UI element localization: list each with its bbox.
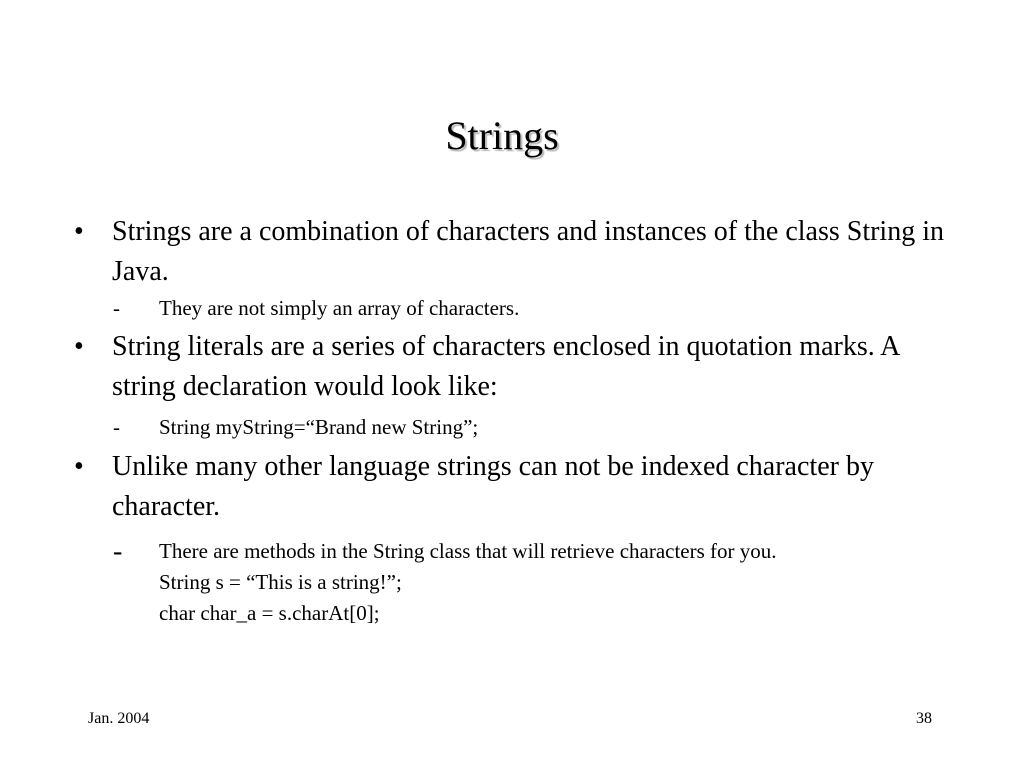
sub-bullet-item	[72, 415, 952, 440]
bullet-item	[72, 327, 952, 407]
slide-title: Strings	[445, 113, 559, 158]
sub-bullet-item	[72, 536, 952, 626]
bullet-text: String literals are a series of characters enclosed in quotation marks. A string declaration would look like:	[112, 331, 899, 402]
bullet-text: Unlike many other language strings can not be indexed character by character.	[112, 451, 874, 522]
sub-bullet-text: There are methods in the String class that will retrieve characters for you.	[159, 539, 777, 563]
bullet-item	[72, 447, 952, 527]
code-line: char char_a = s.charAt[0];	[159, 601, 380, 625]
dash-marker: -	[113, 536, 123, 567]
sub-bullet-text: They are not simply an array of characters.	[159, 296, 520, 320]
bullet-text: Strings are a combination of characters and instances of the class String in Java.	[112, 216, 944, 287]
bullet-marker: •	[74, 216, 84, 247]
bullet-marker: •	[74, 331, 84, 362]
sub-bullet-text: String myString=“Brand new String”;	[159, 415, 479, 439]
footer-date: Jan. 2004	[88, 710, 150, 727]
dash-marker: -	[113, 415, 120, 439]
bullet-item	[72, 212, 952, 292]
sub-bullet-item	[72, 296, 952, 321]
dash-marker: -	[113, 296, 120, 320]
code-line: String s = “This is a string!”;	[159, 570, 402, 594]
slide-body	[72, 212, 952, 626]
page-number: 38	[916, 710, 932, 727]
bullet-marker: •	[74, 451, 84, 482]
